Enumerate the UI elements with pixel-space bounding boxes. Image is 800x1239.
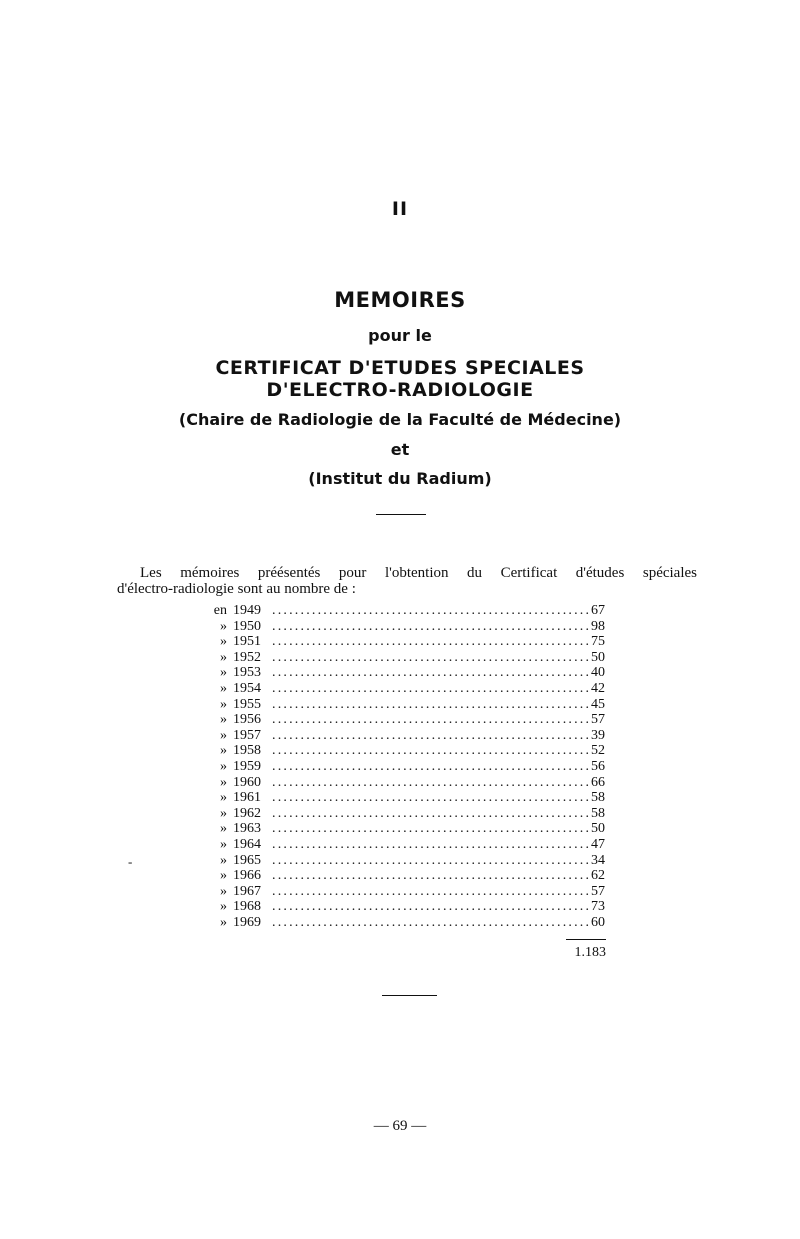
row-year: 1966 xyxy=(233,868,261,884)
table-row xyxy=(0,697,800,713)
leader-dots: ........................................................ xyxy=(272,759,592,774)
row-count: 52 xyxy=(591,743,605,759)
row-prefix: en xyxy=(213,603,227,618)
certificate-title-line-1: CERTIFICAT D'ETUDES SPECIALES xyxy=(215,357,585,379)
row-year: 1957 xyxy=(233,727,261,743)
row-count: 40 xyxy=(591,665,605,681)
row-year: 1968 xyxy=(233,899,261,915)
row-prefix: » xyxy=(220,852,227,868)
leader-dots: ........................................................ xyxy=(272,681,592,696)
row-prefix: » xyxy=(220,883,227,899)
section-number: II xyxy=(391,198,409,220)
row-count: 75 xyxy=(591,634,605,650)
leader-dots: ........................................................ xyxy=(272,696,592,712)
row-count: 73 xyxy=(591,899,605,915)
row-prefix: » xyxy=(220,665,227,681)
row-count: 66 xyxy=(591,774,605,790)
row-year: 1951 xyxy=(233,634,261,650)
table-row xyxy=(0,728,800,744)
table-row xyxy=(0,759,800,775)
row-year: 1969 xyxy=(233,915,261,930)
table-row xyxy=(0,634,800,650)
leader-dots: ........................................................ xyxy=(272,712,592,728)
leader-dots: ........................................................ xyxy=(272,852,592,868)
row-count: 50 xyxy=(591,821,605,837)
intro-line-2: d'électro-radiologie sont au nombre de : xyxy=(117,581,356,597)
row-count: 60 xyxy=(591,915,605,930)
row-year: 1960 xyxy=(233,774,261,790)
table-row xyxy=(0,743,800,759)
row-prefix: » xyxy=(220,649,227,665)
row-year: 1952 xyxy=(233,649,261,665)
leader-dots: ........................................................ xyxy=(272,805,592,821)
table-row xyxy=(0,790,800,806)
row-year: 1959 xyxy=(233,759,261,774)
row-prefix: » xyxy=(220,805,227,821)
row-prefix: » xyxy=(220,727,227,743)
table-row xyxy=(0,775,800,791)
row-count: 39 xyxy=(591,727,605,743)
table-row xyxy=(0,603,800,619)
table-row xyxy=(0,650,800,666)
leader-dots: ........................................................ xyxy=(272,618,592,634)
row-prefix: » xyxy=(220,681,227,696)
table-row xyxy=(0,619,800,635)
leader-dots: ........................................................ xyxy=(272,743,592,759)
table-row xyxy=(0,884,800,900)
row-count: 62 xyxy=(591,868,605,884)
table-row xyxy=(0,899,800,915)
row-count: 58 xyxy=(591,790,605,806)
row-year: 1958 xyxy=(233,743,261,759)
row-prefix: » xyxy=(220,712,227,728)
row-year: 1965 xyxy=(233,852,261,868)
row-prefix: » xyxy=(220,759,227,774)
conjunction-et: et xyxy=(390,440,410,459)
leader-dots: ........................................................ xyxy=(272,665,592,681)
row-count: 67 xyxy=(591,603,605,618)
row-year: 1953 xyxy=(233,665,261,681)
row-year: 1963 xyxy=(233,821,261,837)
page-number: — 69 — xyxy=(373,1118,427,1134)
table-row xyxy=(0,806,800,822)
leader-dots: ........................................................ xyxy=(272,899,592,915)
main-title: MEMOIRES xyxy=(334,288,466,312)
total-count: 1.183 xyxy=(574,945,606,960)
row-year: 1964 xyxy=(233,837,261,852)
row-prefix: » xyxy=(220,696,227,712)
row-count: 58 xyxy=(591,805,605,821)
leader-dots: ........................................................ xyxy=(272,727,592,743)
section-divider-bottom xyxy=(382,995,437,996)
row-count: 57 xyxy=(591,883,605,899)
table-row xyxy=(0,681,800,697)
chaire-line: (Chaire de Radiologie de la Faculté de Médecine) xyxy=(178,410,622,429)
leader-dots: ........................................................ xyxy=(272,634,592,650)
row-count: 50 xyxy=(591,649,605,665)
row-year: 1949 xyxy=(233,603,261,618)
leader-dots: ........................................................ xyxy=(272,915,592,930)
row-prefix: » xyxy=(220,821,227,837)
row-prefix: » xyxy=(220,618,227,634)
table-row xyxy=(0,853,800,869)
certificate-title-line-2: D'ELECTRO-RADIOLOGIE xyxy=(266,379,534,401)
row-count: 57 xyxy=(591,712,605,728)
row-prefix: » xyxy=(220,743,227,759)
leader-dots: ........................................................ xyxy=(272,868,592,884)
stray-mark: - xyxy=(128,854,133,869)
row-prefix: » xyxy=(220,634,227,650)
institut-line: (Institut du Radium) xyxy=(308,469,492,488)
table-row xyxy=(0,821,800,837)
table-row xyxy=(0,665,800,681)
intro-line-1: Les mémoires préésentés pour l'obtention du Certificat d'études spéciales xyxy=(140,565,697,581)
leader-dots: ........................................................ xyxy=(272,774,592,790)
row-count: 45 xyxy=(591,696,605,712)
table-row xyxy=(0,915,800,931)
row-prefix: » xyxy=(220,915,227,930)
row-prefix: » xyxy=(220,868,227,884)
leader-dots: ........................................................ xyxy=(272,837,592,852)
row-year: 1950 xyxy=(233,618,261,634)
leader-dots: ........................................................ xyxy=(272,790,592,806)
row-year: 1961 xyxy=(233,790,261,806)
leader-dots: ........................................................ xyxy=(272,603,592,618)
row-count: 42 xyxy=(591,681,605,696)
subtitle-pour-le: pour le xyxy=(368,326,432,345)
intro-paragraph xyxy=(117,565,697,597)
leader-dots: ........................................................ xyxy=(272,649,592,665)
row-year: 1955 xyxy=(233,696,261,712)
row-year: 1956 xyxy=(233,712,261,728)
table-row xyxy=(0,712,800,728)
row-prefix: » xyxy=(220,774,227,790)
row-prefix: » xyxy=(220,899,227,915)
row-year: 1954 xyxy=(233,681,261,696)
row-prefix: » xyxy=(220,790,227,806)
total-rule xyxy=(566,939,606,940)
leader-dots: ........................................................ xyxy=(272,883,592,899)
row-count: 56 xyxy=(591,759,605,774)
row-count: 47 xyxy=(591,837,605,852)
row-count: 34 xyxy=(591,852,605,868)
row-year: 1962 xyxy=(233,805,261,821)
table-row xyxy=(0,837,800,853)
table-row xyxy=(0,868,800,884)
row-prefix: » xyxy=(220,837,227,852)
leader-dots: ........................................................ xyxy=(272,821,592,837)
row-year: 1967 xyxy=(233,883,261,899)
row-count: 98 xyxy=(591,618,605,634)
section-divider-top xyxy=(376,514,426,515)
